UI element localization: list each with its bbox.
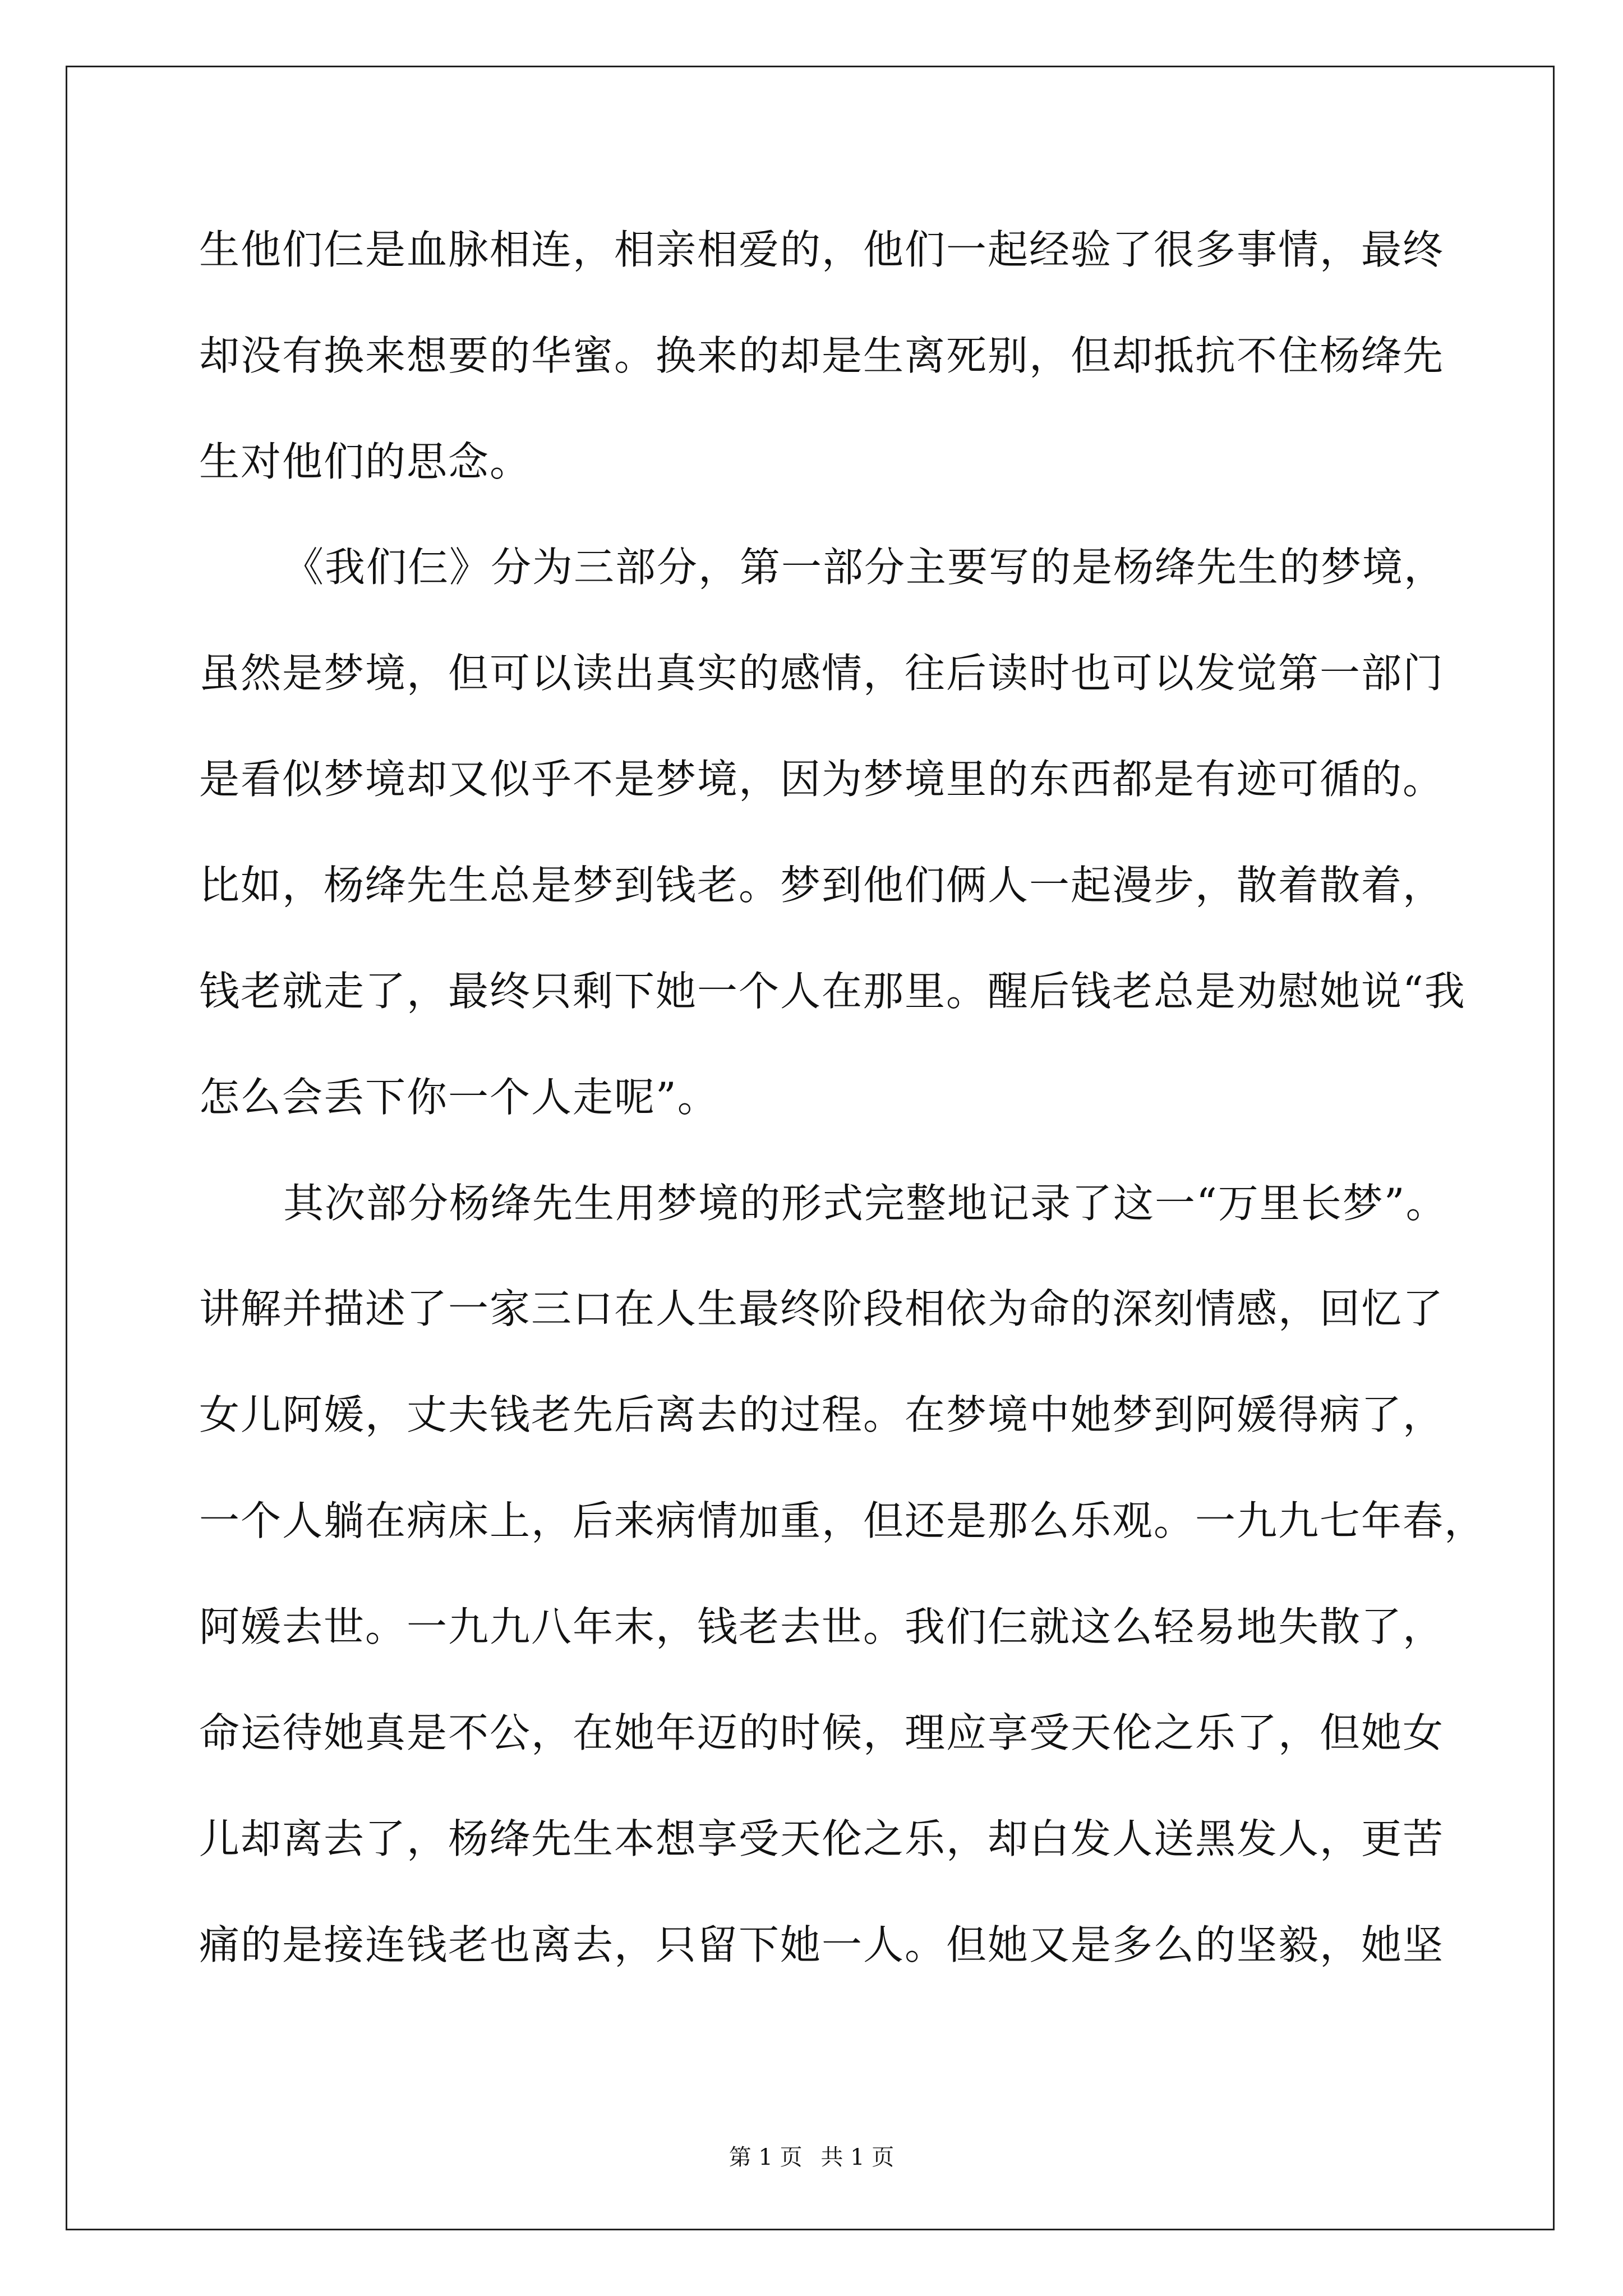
text-line: 钱老就走了，最终只剩下她一个人在那里。醒后钱老总是劝慰她说“我 [199,968,1466,1015]
text-line: 阿媛去世。一九九八年末，钱老去世。我们仨就这么轻易地失散了， [199,1603,1445,1650]
page-total: 共 1 页 [820,2145,895,2170]
text-line: 痛的是接连钱老也离去，只留下她一人。但她又是多么的坚毅，她坚 [199,1921,1445,1968]
text-line: 讲解并描述了一家三口在人生最终阶段相依为命的深刻情感，回忆了 [199,1285,1445,1332]
text-line: 是看似梦境却又似乎不是梦境，因为梦境里的东西都是有迹可循的。 [199,756,1445,803]
text-line: 一个人躺在病床上，后来病情加重，但还是那么乐观。一九九七年春， [199,1497,1486,1544]
text-line: 却没有换来想要的华蜜。换来的却是生离死别，但却抵抗不住杨绛先 [199,332,1445,379]
text-line: 比如，杨绛先生总是梦到钱老。梦到他们俩人一起漫步，散着散着， [199,862,1445,909]
text-line: 女儿阿媛，丈夫钱老先后离去的过程。在梦境中她梦到阿媛得病了， [199,1391,1445,1438]
page-number: 第 1 页 [728,2145,803,2170]
page-footer [0,2141,1623,2174]
text-line: 儿却离去了，杨绛先生本想享受天伦之乐，却白发人送黑发人，更苦 [199,1815,1445,1862]
paragraph-start-line: 《我们仨》分为三部分，第一部分主要写的是杨绛先生的梦境， [283,544,1446,591]
text-line: 生对他们的思念。 [199,438,532,485]
text-line: 怎么会丢下你一个人走呢”。 [199,1074,719,1121]
text-line: 命运待她真是不公，在她年迈的时候，理应享受天伦之乐了，但她女 [199,1709,1445,1756]
text-line: 生他们仨是血脉相连，相亲相爱的，他们一起经验了很多事情，最终 [199,226,1445,273]
paragraph-start-line: 其次部分杨绛先生用梦境的形式完整地记录了这一“万里长梦”。 [283,1180,1447,1227]
page-border [66,66,1555,2230]
text-line: 虽然是梦境，但可以读出真实的感情，往后读时也可以发觉第一部门 [199,650,1445,697]
